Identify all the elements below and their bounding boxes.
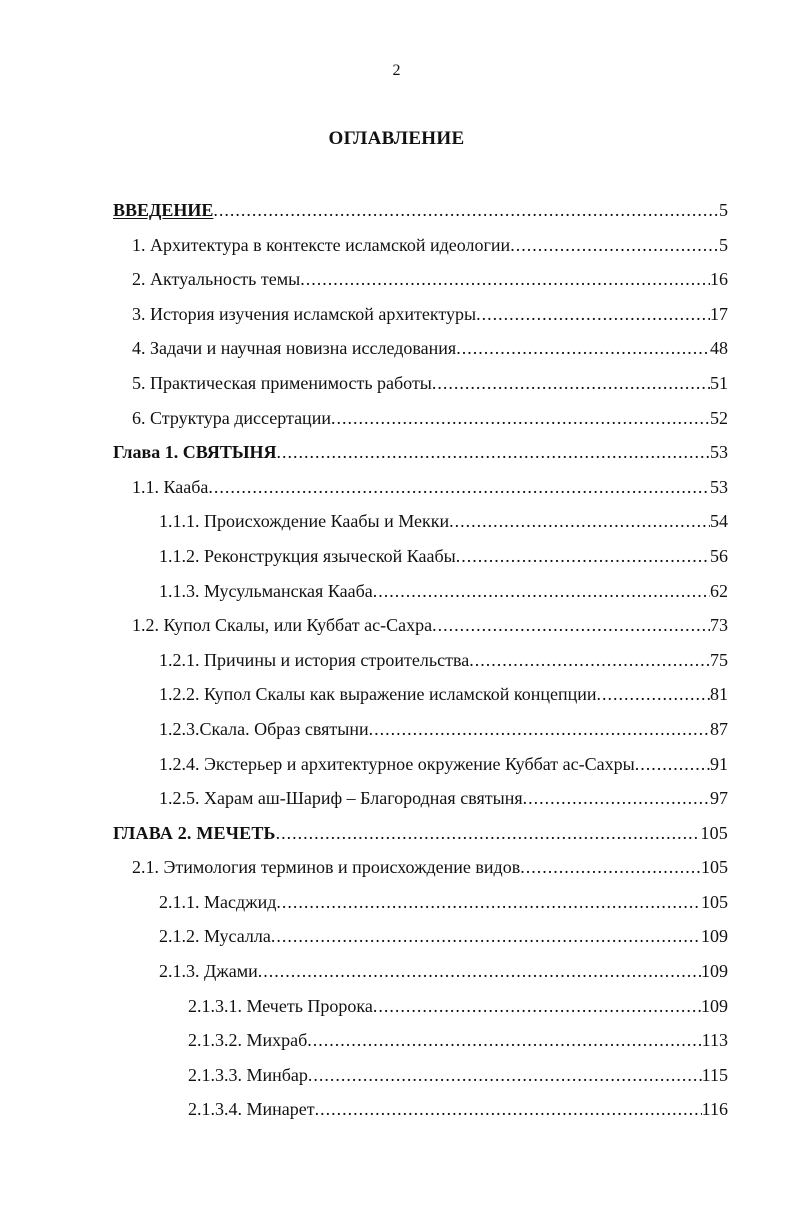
- toc-entry-title: 2.1.3.4. Минарет: [188, 1099, 315, 1120]
- toc-entry[interactable]: [0, 267, 793, 302]
- toc-entry-page: 56: [710, 545, 728, 566]
- toc-entry-title: 5. Практическая применимость работы: [132, 372, 432, 393]
- toc-dot-leader: [523, 786, 710, 810]
- toc-dot-leader: [635, 752, 710, 776]
- toc-entry[interactable]: [0, 786, 793, 821]
- toc-entry-title: 2.1.3.3. Минбар: [188, 1064, 308, 1085]
- toc-entry-title: 2.1.1. Масджид: [159, 891, 277, 912]
- toc-entry-title: 6. Структура диссертации: [132, 407, 331, 428]
- toc-entry-title: 1.2.3.Скала. Образ святыни: [159, 718, 369, 739]
- toc-entry-page: 48: [710, 338, 728, 359]
- toc-entry-title: 1.1. Кааба: [132, 476, 209, 497]
- toc-dot-leader: [277, 440, 710, 464]
- toc-entry-page: 113: [701, 1030, 728, 1051]
- toc-entry-title: 2. Актуальность темы: [132, 269, 301, 290]
- toc-entry-title: 2.1.3.2. Михраб: [188, 1030, 308, 1051]
- toc-entry-page: 81: [710, 684, 728, 705]
- toc-dot-leader: [300, 267, 710, 291]
- toc-entry[interactable]: [0, 959, 793, 994]
- toc-entry-page: 109: [701, 926, 728, 947]
- toc-entry[interactable]: [0, 1028, 793, 1063]
- toc-entry-title: 1.2.4. Экстерьер и архитектурное окружение Куббат ас-Сахры: [159, 753, 635, 774]
- toc-entry-title: ГЛАВА 2. МЕЧЕТЬ: [113, 822, 276, 843]
- toc-dot-leader: [456, 544, 710, 568]
- toc-entry-title: 1.2.2. Купол Скалы как выражение исламской концепции: [159, 684, 597, 705]
- toc-entry[interactable]: [0, 752, 793, 787]
- toc-entry-title: Глава 1. СВЯТЫНЯ: [113, 442, 277, 463]
- toc-entry-title: 1. Архитектура в контексте исламской идеологии: [132, 234, 511, 255]
- toc-dot-leader: [276, 890, 701, 914]
- toc-entry[interactable]: [0, 509, 793, 544]
- toc-entry-page: 73: [710, 615, 728, 636]
- toc-entry[interactable]: [0, 336, 793, 371]
- toc-entry-title: 1.2.5. Харам аш-Шариф – Благородная святыня: [159, 788, 523, 809]
- toc-entry-title: 1.2.1. Причины и история строительства: [159, 649, 470, 670]
- toc-entry[interactable]: [0, 1097, 793, 1132]
- toc-dot-leader: [432, 613, 710, 637]
- toc-entry[interactable]: [0, 1063, 793, 1098]
- toc-entry-title: 1.1.2. Реконструкция языческой Каабы: [159, 545, 456, 566]
- toc-entry[interactable]: [0, 890, 793, 925]
- toc-entry[interactable]: [0, 579, 793, 614]
- toc-entry-page: 17: [710, 303, 728, 324]
- toc-entry-chapter-2[interactable]: [0, 821, 793, 856]
- toc-entry[interactable]: [0, 544, 793, 579]
- toc-entry-page: 62: [710, 580, 728, 601]
- toc-dot-leader: [510, 233, 719, 257]
- toc-entry[interactable]: [0, 924, 793, 959]
- toc-dot-leader: [469, 648, 710, 672]
- toc-entry-page: 97: [710, 788, 728, 809]
- toc-entry-title: 1.1.3. Мусульманская Кааба: [159, 580, 373, 601]
- toc-entry-title: 2.1.2. Мусалла: [159, 926, 271, 947]
- toc-dot-leader: [520, 855, 701, 879]
- page-title: ОГЛАВЛЕНИЕ: [328, 128, 465, 149]
- toc-dot-leader: [315, 1097, 702, 1121]
- toc-entry-page: 116: [701, 1099, 728, 1120]
- toc-entry-title: 2.1.3.1. Мечеть Пророка: [188, 995, 373, 1016]
- toc-entry-title: 3. История изучения исламской архитектуры: [132, 303, 477, 324]
- toc-entry-page: 51: [710, 372, 728, 393]
- toc-entry-title: ВВЕДЕНИЕ: [113, 200, 214, 220]
- toc-entry[interactable]: [0, 855, 793, 890]
- toc-entry-page: 16: [710, 269, 728, 290]
- toc-entry[interactable]: [0, 613, 793, 648]
- toc-entry-page: 109: [701, 995, 728, 1016]
- toc-entry-title: 4. Задачи и научная новизна исследования: [132, 338, 457, 359]
- toc-entry-page: 5: [719, 200, 728, 220]
- toc-entry-page: 105: [701, 857, 728, 878]
- toc-entry-title: 2.1.3. Джами: [159, 961, 258, 982]
- toc-dot-leader: [331, 406, 710, 430]
- toc-entry-page: 5: [719, 234, 728, 255]
- toc-dot-leader: [308, 1063, 702, 1087]
- toc-entry[interactable]: [0, 302, 793, 337]
- toc-entry-chapter-1[interactable]: [0, 440, 793, 475]
- toc-entry-page: 91: [710, 753, 728, 774]
- toc-dot-leader: [208, 475, 710, 499]
- toc-entry-introduction[interactable]: [0, 198, 793, 233]
- toc-entry-page: 53: [710, 476, 728, 497]
- toc-entry-page: 52: [710, 407, 728, 428]
- toc-dot-leader: [456, 336, 710, 360]
- toc-entry-page: 115: [701, 1064, 728, 1085]
- toc-entry[interactable]: [0, 682, 793, 717]
- toc-entry-title: 1.1.1. Происхождение Каабы и Мекки: [159, 511, 450, 532]
- toc-entry-page: 105: [701, 891, 728, 912]
- toc-entry-title: 2.1. Этимология терминов и происхождение видов: [132, 857, 521, 878]
- toc-dot-leader: [476, 302, 710, 326]
- toc-dot-leader: [307, 1028, 701, 1052]
- toc-entry-page: 54: [710, 511, 728, 532]
- toc-entry[interactable]: [0, 406, 793, 441]
- toc-dot-leader: [373, 994, 701, 1018]
- toc-dot-leader: [271, 924, 701, 948]
- page-number: 2: [392, 62, 401, 79]
- toc-entry-page: 109: [701, 961, 728, 982]
- toc-entry-page: 75: [710, 649, 728, 670]
- table-of-contents: [0, 198, 793, 1132]
- toc-entry-page: 105: [700, 822, 728, 843]
- toc-dot-leader: [258, 959, 701, 983]
- toc-dot-leader: [373, 579, 710, 603]
- toc-dot-leader: [449, 509, 710, 533]
- toc-entry-page: 87: [710, 718, 728, 739]
- toc-dot-leader: [276, 821, 701, 845]
- toc-entry[interactable]: [0, 233, 793, 268]
- toc-entry[interactable]: [0, 648, 793, 683]
- toc-entry-page: 53: [710, 442, 728, 463]
- toc-entry[interactable]: [0, 717, 793, 752]
- toc-dot-leader: [213, 198, 719, 222]
- toc-dot-leader: [597, 682, 710, 706]
- toc-entry-title: 1.2. Купол Скалы, или Куббат ас-Сахра: [132, 615, 433, 636]
- toc-dot-leader: [432, 371, 710, 395]
- toc-entry[interactable]: [0, 994, 793, 1029]
- toc-dot-leader: [369, 717, 710, 741]
- toc-entry[interactable]: [0, 371, 793, 406]
- toc-entry[interactable]: [0, 475, 793, 510]
